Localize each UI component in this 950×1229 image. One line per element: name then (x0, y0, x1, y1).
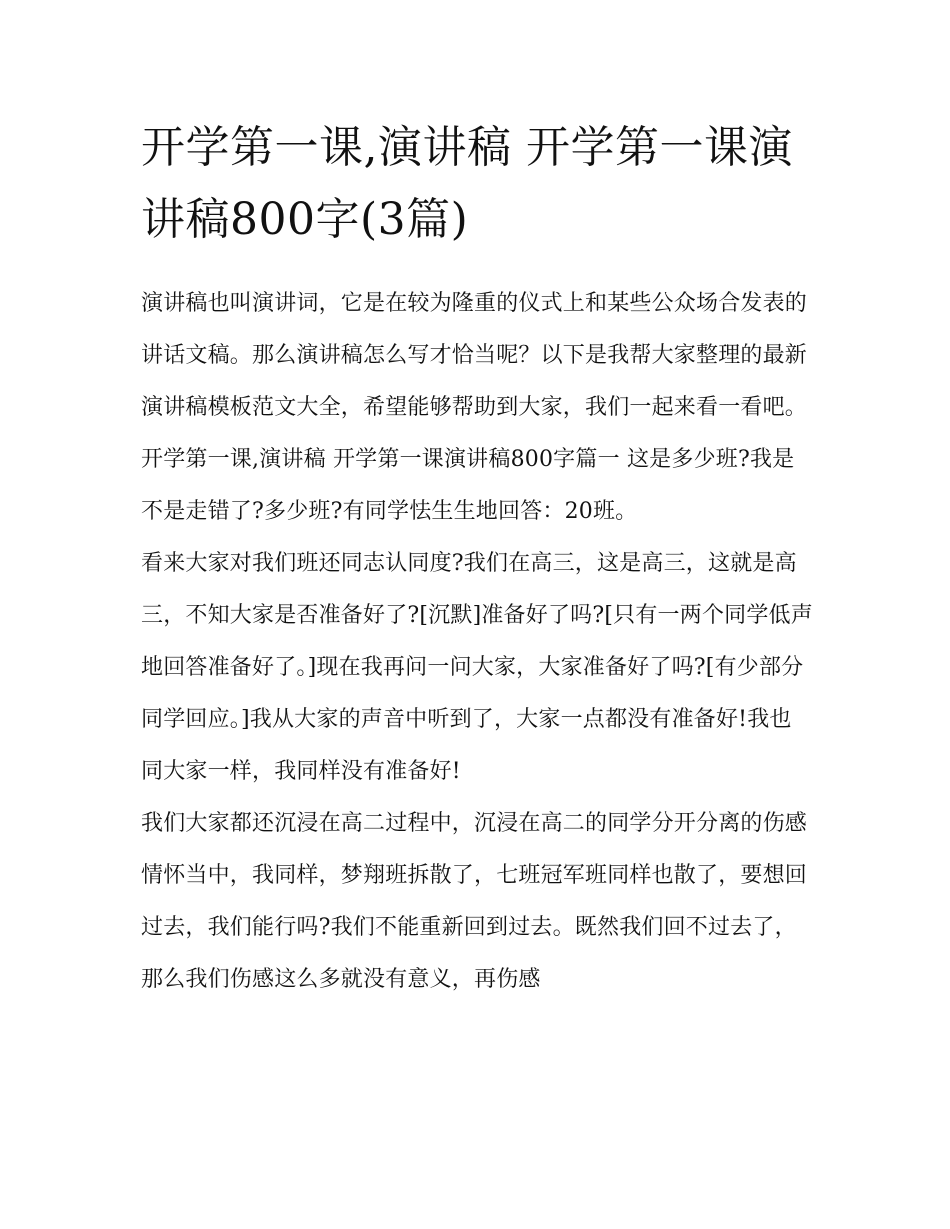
document-title: 开学第一课,演讲稿 开学第一课演讲稿800字(3篇) (141, 122, 793, 245)
paragraph-essay-one-opening: 开学第一课,演讲稿 开学第一课演讲稿800字篇一 这是多少班?我是不是走错了?多少班?有同学怯生生地回答：20班。 (141, 447, 795, 524)
paragraph-intro: 演讲稿也叫演讲词，它是在较为隆重的仪式上和某些公众场合发表的讲话文稿。那么演讲稿怎么写才恰当呢？以下是我帮大家整理的最新演讲稿模板范文大全，希望能够帮助到大家，我们一起来看一看吧。 (141, 291, 808, 420)
paragraph-essay-one-body: 看来大家对我们班还同志认同度?我们在高三，这是高三，这就是高三，不知大家是否准备好了?[沉默]准备好了吗?[只有一两个同学低声地回答准备好了。]现在我再问一问大家，大家准备好了吗?[有少部分同学回应。]我从大家的声音中听到了，大家一点都没有准备好!我也同大家一样，我同样没有准备好! (141, 551, 813, 784)
paragraph-essay-one-continuation: 我们大家都还沉浸在高二过程中，沉浸在高二的同学分开分离的伤感情怀当中，我同样，梦翔班拆散了，七班冠军班同样也散了，要想回过去，我们能行吗?我们不能重新回到过去。既然我们回不过去了，那么我们伤感这么多就没有意义，再伤感 (141, 811, 808, 992)
document-page (141, 112, 813, 1006)
